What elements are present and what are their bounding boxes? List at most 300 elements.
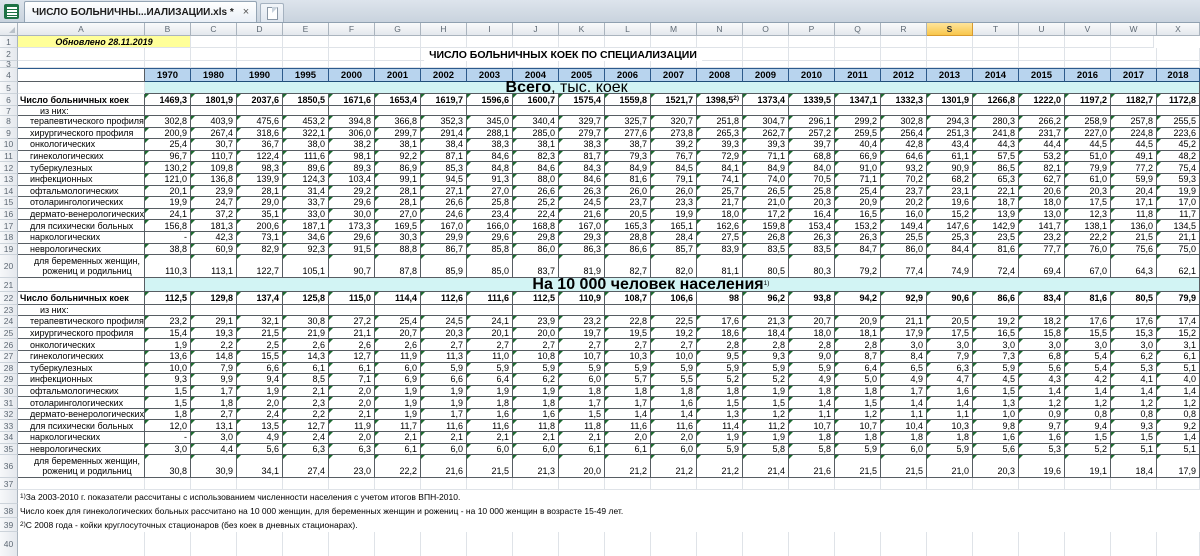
cell[interactable]: 27,5 — [697, 232, 743, 244]
cell[interactable]: 1,4 — [1111, 386, 1157, 398]
cell[interactable]: 1,6 — [973, 432, 1019, 444]
cell[interactable]: 2,7 — [559, 339, 605, 351]
cell[interactable]: 2,2 — [283, 409, 329, 421]
cell[interactable]: 1,6 — [651, 397, 697, 409]
row-header[interactable] — [0, 490, 18, 504]
cell[interactable]: 17,4 — [1157, 316, 1200, 328]
cell[interactable]: 1,9 — [421, 386, 467, 398]
cell[interactable]: 1,9 — [513, 386, 559, 398]
cell[interactable]: 9,9 — [191, 374, 237, 386]
row-header[interactable]: 16 — [0, 209, 18, 221]
cell[interactable] — [237, 106, 283, 116]
cell[interactable]: 3,0 — [1019, 339, 1065, 351]
cell[interactable]: 45,2 — [1157, 139, 1200, 151]
year-header-cell[interactable]: 2004 — [513, 68, 559, 82]
cell[interactable]: 5,9 — [697, 363, 743, 375]
cell[interactable]: 91,0 — [835, 162, 881, 174]
cell[interactable] — [375, 305, 421, 316]
column-header[interactable]: V — [1065, 23, 1111, 36]
cell[interactable]: 20,7 — [789, 316, 835, 328]
cell[interactable]: 2,1 — [513, 432, 559, 444]
cell[interactable]: 25,7 — [697, 186, 743, 198]
cell[interactable]: 166,0 — [467, 220, 513, 232]
cell[interactable]: 1182,7 — [1111, 94, 1157, 106]
cell[interactable]: 29,6 — [467, 232, 513, 244]
cell[interactable]: 6,1 — [605, 444, 651, 456]
row-header[interactable]: 7 — [0, 106, 18, 116]
cell[interactable]: 318,6 — [237, 128, 283, 140]
cell[interactable] — [283, 106, 329, 116]
cell[interactable]: 26,0 — [651, 186, 697, 198]
cell[interactable]: 1339,5 — [789, 94, 835, 106]
cell[interactable]: 33,0 — [283, 209, 329, 221]
cell[interactable]: 262,7 — [743, 128, 789, 140]
cell[interactable]: 2,7 — [605, 339, 651, 351]
year-header-cell[interactable]: 2008 — [697, 68, 743, 82]
cell[interactable] — [559, 478, 605, 490]
cell[interactable]: 91,5 — [329, 244, 375, 256]
cell[interactable] — [651, 36, 697, 48]
cell[interactable]: 11,6 — [421, 420, 467, 432]
row-label-cell[interactable]: офтальмологических — [18, 386, 145, 398]
cell[interactable]: 23,2 — [1019, 232, 1065, 244]
cell[interactable] — [329, 48, 375, 61]
cell[interactable]: 26,3 — [789, 232, 835, 244]
column-header[interactable]: C — [191, 23, 237, 36]
cell[interactable]: 19,6 — [1019, 455, 1065, 478]
cell[interactable]: 112,6 — [421, 292, 467, 305]
cell[interactable] — [881, 106, 927, 116]
cell[interactable]: 403,9 — [191, 116, 237, 128]
cell[interactable]: 6,4 — [467, 374, 513, 386]
cell[interactable]: 13,5 — [237, 420, 283, 432]
cell[interactable]: 1,9 — [375, 409, 421, 421]
cell[interactable]: 2,0 — [329, 386, 375, 398]
cell[interactable]: 29,2 — [329, 186, 375, 198]
cell[interactable]: 21,9 — [283, 328, 329, 340]
cell[interactable]: 17,5 — [927, 328, 973, 340]
cell[interactable]: 20,0 — [559, 455, 605, 478]
cell[interactable]: 223,6 — [1157, 128, 1200, 140]
cell[interactable] — [697, 532, 743, 556]
cell[interactable]: 26,0 — [605, 186, 651, 198]
cell[interactable]: 1301,9 — [927, 94, 973, 106]
cell[interactable]: 21,5 — [467, 455, 513, 478]
cell[interactable]: 1172,8 — [1157, 94, 1200, 106]
cell[interactable]: 1596,6 — [467, 94, 513, 106]
cell[interactable]: 149,4 — [881, 220, 927, 232]
cell[interactable] — [237, 48, 283, 61]
row-label-cell[interactable]: туберкулезных — [18, 363, 145, 375]
cell[interactable]: 6,0 — [375, 363, 421, 375]
cell[interactable]: 84,5 — [651, 162, 697, 174]
cell[interactable]: 6,2 — [513, 374, 559, 386]
row-header[interactable]: 17 — [0, 220, 18, 232]
cell[interactable] — [835, 305, 881, 316]
cell[interactable]: 3,1 — [1157, 339, 1200, 351]
cell[interactable]: 84,1 — [697, 162, 743, 174]
cell[interactable]: 10,7 — [559, 351, 605, 363]
cell[interactable] — [743, 36, 789, 48]
cell[interactable] — [789, 48, 835, 61]
cell[interactable]: 48,2 — [1157, 151, 1200, 163]
cell[interactable]: 5,8 — [743, 444, 789, 456]
cell[interactable]: 1,9 — [375, 386, 421, 398]
cell[interactable]: 5,6 — [973, 444, 1019, 456]
year-header-cell[interactable]: 2011 — [835, 68, 881, 82]
cell[interactable]: 1,3 — [697, 409, 743, 421]
cell[interactable]: 24,6 — [421, 209, 467, 221]
cell[interactable]: 12,3 — [1065, 209, 1111, 221]
cell[interactable]: 0,8 — [1111, 409, 1157, 421]
cell[interactable]: 24,7 — [191, 197, 237, 209]
cell[interactable] — [973, 106, 1019, 116]
cell[interactable]: 44,3 — [973, 139, 1019, 151]
cell[interactable]: 25,2 — [513, 197, 559, 209]
cell[interactable]: 84,7 — [835, 244, 881, 256]
cell[interactable]: 137,4 — [237, 292, 283, 305]
cell[interactable]: 38,3 — [467, 139, 513, 151]
year-header-cell[interactable]: 2005 — [559, 68, 605, 82]
row-label-cell[interactable]: онкологических — [18, 339, 145, 351]
cell[interactable]: 1,8 — [789, 432, 835, 444]
row-header[interactable]: 3 — [0, 61, 18, 68]
cell[interactable]: 15,8 — [1019, 328, 1065, 340]
cell[interactable]: 159,8 — [743, 220, 789, 232]
cell[interactable]: 28,1 — [237, 186, 283, 198]
cell[interactable] — [18, 48, 145, 61]
cell[interactable] — [927, 61, 973, 68]
cell[interactable]: 302,8 — [145, 116, 191, 128]
cell[interactable]: 69,4 — [1019, 255, 1065, 278]
cell[interactable] — [973, 478, 1019, 490]
cell[interactable] — [789, 36, 835, 48]
cell[interactable]: 20,1 — [145, 186, 191, 198]
cell[interactable]: 25,4 — [835, 186, 881, 198]
cell[interactable] — [1065, 305, 1111, 316]
cell[interactable]: 1,4 — [789, 397, 835, 409]
cell[interactable] — [881, 48, 927, 61]
cell[interactable]: 153,4 — [789, 220, 835, 232]
cell[interactable]: 73,1 — [237, 232, 283, 244]
cell[interactable]: 299,7 — [375, 128, 421, 140]
cell[interactable] — [329, 532, 375, 556]
cell[interactable]: 23,4 — [467, 209, 513, 221]
cell[interactable]: 2,0 — [605, 432, 651, 444]
cell[interactable] — [191, 305, 237, 316]
cell[interactable]: 256,4 — [881, 128, 927, 140]
row-header[interactable]: 29 — [0, 374, 18, 386]
cell[interactable]: 4,1 — [1111, 374, 1157, 386]
cell[interactable]: 98,1 — [329, 151, 375, 163]
cell[interactable] — [145, 305, 191, 316]
cell[interactable]: 60,9 — [191, 244, 237, 256]
cell[interactable] — [1111, 106, 1157, 116]
cell[interactable]: 27,0 — [467, 186, 513, 198]
cell[interactable]: 15,4 — [145, 328, 191, 340]
cell[interactable]: 3,0 — [1111, 339, 1157, 351]
cell[interactable]: 1,9 — [743, 386, 789, 398]
cell[interactable] — [973, 36, 1019, 48]
cell[interactable]: 1,8 — [513, 397, 559, 409]
cell[interactable]: 27,4 — [283, 455, 329, 478]
row-label-cell[interactable]: для беременных женщин, рожениц и родильниц — [18, 255, 145, 278]
cell[interactable]: 1,9 — [237, 386, 283, 398]
cell[interactable]: 20,5 — [927, 316, 973, 328]
cell[interactable]: 23,9 — [191, 186, 237, 198]
cell[interactable]: 1,1 — [789, 409, 835, 421]
cell[interactable] — [927, 478, 973, 490]
cell[interactable]: 17,2 — [743, 209, 789, 221]
row-header[interactable]: 12 — [0, 162, 18, 174]
cell[interactable] — [513, 106, 559, 116]
cell[interactable]: 10,0 — [145, 363, 191, 375]
year-header-cell[interactable]: 2013 — [927, 68, 973, 82]
cell[interactable]: 17,6 — [1111, 316, 1157, 328]
cell[interactable] — [145, 48, 191, 61]
row-label-cell[interactable]: для беременных женщин, рожениц и родильниц — [18, 455, 145, 478]
column-header[interactable]: M — [651, 23, 697, 36]
row-header[interactable]: 1 — [0, 36, 18, 48]
cell[interactable]: 6,0 — [559, 374, 605, 386]
cell[interactable]: 89,6 — [283, 162, 329, 174]
cell[interactable]: 366,8 — [375, 116, 421, 128]
cell[interactable]: 20,2 — [881, 197, 927, 209]
cell[interactable]: 6,2 — [1111, 351, 1157, 363]
row-label-cell[interactable]: неврологических — [18, 244, 145, 256]
cell[interactable] — [789, 305, 835, 316]
cell[interactable]: 21,3 — [743, 316, 789, 328]
row-header[interactable]: 5 — [0, 82, 18, 94]
cell[interactable]: 94,2 — [835, 292, 881, 305]
cell[interactable]: 83,9 — [697, 244, 743, 256]
cell[interactable]: 10,8 — [513, 351, 559, 363]
cell[interactable]: 13,9 — [973, 209, 1019, 221]
cell[interactable]: 59,9 — [1111, 174, 1157, 186]
cell[interactable]: 79,1 — [651, 174, 697, 186]
cell[interactable]: 84,4 — [927, 244, 973, 256]
cell[interactable] — [421, 532, 467, 556]
row-header[interactable]: 10 — [0, 139, 18, 151]
cell[interactable] — [1157, 305, 1200, 316]
cell[interactable]: 165,3 — [605, 220, 651, 232]
row-header[interactable]: 18 — [0, 232, 18, 244]
cell[interactable] — [651, 478, 697, 490]
cell[interactable]: 17,5 — [1065, 197, 1111, 209]
cell[interactable]: 10,4 — [881, 420, 927, 432]
cell[interactable] — [835, 532, 881, 556]
cell[interactable]: 19,9 — [1157, 186, 1200, 198]
row-header[interactable]: 31 — [0, 397, 18, 409]
cell[interactable]: 25,5 — [881, 232, 927, 244]
cell[interactable]: 74,1 — [697, 174, 743, 186]
cell[interactable]: 98 — [697, 292, 743, 305]
cell[interactable]: 11,9 — [329, 420, 375, 432]
cell[interactable]: 5,6 — [237, 444, 283, 456]
cell[interactable]: 30,0 — [329, 209, 375, 221]
cell[interactable]: 29,0 — [237, 197, 283, 209]
cell[interactable]: 4,5 — [973, 374, 1019, 386]
row-header[interactable]: 33 — [0, 420, 18, 432]
cell[interactable]: 21,6 — [559, 209, 605, 221]
cell[interactable] — [697, 478, 743, 490]
row-label-cell[interactable]: для психически больных — [18, 420, 145, 432]
cell[interactable]: 6,1 — [283, 363, 329, 375]
cell[interactable]: 129,8 — [191, 292, 237, 305]
row-header[interactable]: 35 — [0, 444, 18, 456]
cell[interactable]: 165,1 — [651, 220, 697, 232]
cell[interactable]: 5,0 — [835, 374, 881, 386]
cell[interactable]: 81,6 — [605, 174, 651, 186]
cell[interactable]: 0,8 — [1065, 409, 1111, 421]
cell[interactable] — [375, 532, 421, 556]
cell[interactable]: 83,5 — [789, 244, 835, 256]
row-label-cell[interactable]: дермато-венерологических — [18, 209, 145, 221]
cell[interactable]: 20,9 — [835, 197, 881, 209]
cell[interactable]: 5,2 — [743, 374, 789, 386]
cell[interactable]: 85,8 — [467, 244, 513, 256]
row-header[interactable]: 34 — [0, 432, 18, 444]
cell[interactable]: 79,2 — [835, 255, 881, 278]
cell[interactable]: 1,9 — [697, 432, 743, 444]
cell[interactable]: 37,2 — [191, 209, 237, 221]
cell[interactable]: 11,9 — [375, 351, 421, 363]
section-band[interactable] — [145, 275, 1200, 293]
cell[interactable]: 167,0 — [421, 220, 467, 232]
cell[interactable]: 115,0 — [329, 292, 375, 305]
year-header-cell[interactable]: 1990 — [237, 68, 283, 82]
cell[interactable]: 1,9 — [375, 397, 421, 409]
cell[interactable]: 1,5 — [559, 409, 605, 421]
cell[interactable]: 15,5 — [237, 351, 283, 363]
cell[interactable] — [513, 478, 559, 490]
cell[interactable]: 38,4 — [421, 139, 467, 151]
row-header[interactable]: 14 — [0, 186, 18, 198]
column-header[interactable]: O — [743, 23, 789, 36]
cell[interactable]: 320,7 — [651, 116, 697, 128]
cell[interactable]: 1,5 — [145, 386, 191, 398]
cell[interactable] — [927, 106, 973, 116]
cell[interactable]: 39,2 — [651, 139, 697, 151]
cell[interactable]: 10,0 — [651, 351, 697, 363]
cell[interactable]: 75,0 — [1157, 244, 1200, 256]
cell[interactable]: 9,7 — [1019, 420, 1065, 432]
row-label-cell[interactable]: терапевтического профиля — [18, 316, 145, 328]
cell[interactable]: 24,5 — [559, 197, 605, 209]
cell[interactable] — [1157, 532, 1200, 556]
cell[interactable]: 257,8 — [1111, 116, 1157, 128]
cell[interactable] — [1157, 61, 1200, 68]
cell[interactable]: 1,7 — [881, 386, 927, 398]
cell[interactable]: 82,1 — [1019, 162, 1065, 174]
row-header[interactable]: 40 — [0, 532, 18, 556]
cell[interactable]: 64,6 — [881, 151, 927, 163]
cell[interactable] — [421, 106, 467, 116]
cell[interactable]: 121,0 — [145, 174, 191, 186]
cell[interactable]: 1,8 — [145, 409, 191, 421]
cell[interactable]: 1398,5 2) — [697, 94, 743, 106]
cell[interactable]: 80,5 — [1111, 292, 1157, 305]
cell[interactable] — [1111, 48, 1157, 61]
cell[interactable]: 6,9 — [375, 374, 421, 386]
cell[interactable]: 88,0 — [513, 174, 559, 186]
cell[interactable]: 139,9 — [237, 174, 283, 186]
row-header[interactable]: 9 — [0, 128, 18, 140]
row-label-cell[interactable]: из них: — [18, 106, 145, 116]
cell[interactable] — [237, 478, 283, 490]
cell[interactable]: 20,5 — [605, 209, 651, 221]
cell[interactable]: 1,4 — [927, 397, 973, 409]
cell[interactable] — [283, 61, 329, 68]
cell[interactable] — [1065, 106, 1111, 116]
cell[interactable]: 258,9 — [1065, 116, 1111, 128]
cell[interactable] — [605, 478, 651, 490]
cell[interactable]: 20,7 — [375, 328, 421, 340]
cell[interactable]: 106,6 — [651, 292, 697, 305]
cell[interactable]: 21,0 — [927, 455, 973, 478]
cell[interactable] — [1065, 478, 1111, 490]
cell[interactable] — [605, 36, 651, 48]
cell[interactable]: 1,7 — [559, 397, 605, 409]
cell[interactable]: 62,7 — [1019, 174, 1065, 186]
cell[interactable]: 187,1 — [283, 220, 329, 232]
year-header-cell[interactable]: 2009 — [743, 68, 789, 82]
cell[interactable]: 2,1 — [329, 409, 375, 421]
cell[interactable]: 94,5 — [421, 174, 467, 186]
cell[interactable]: 1,8 — [789, 386, 835, 398]
year-header-cell[interactable]: 2017 — [1111, 68, 1157, 82]
cell[interactable]: 83,5 — [743, 244, 789, 256]
cell[interactable]: 30,7 — [191, 139, 237, 151]
column-header[interactable]: J — [513, 23, 559, 36]
cell[interactable]: 29,3 — [559, 232, 605, 244]
cell[interactable]: 16,4 — [789, 209, 835, 221]
cell[interactable] — [467, 532, 513, 556]
cell[interactable]: 306,0 — [329, 128, 375, 140]
cell[interactable]: 18,6 — [697, 328, 743, 340]
cell[interactable]: 5,2 — [697, 374, 743, 386]
cell[interactable]: 59,3 — [1157, 174, 1200, 186]
cell[interactable] — [1111, 61, 1157, 68]
cell[interactable]: 12,0 — [145, 420, 191, 432]
cell[interactable]: 394,8 — [329, 116, 375, 128]
cell[interactable]: 65,3 — [973, 174, 1019, 186]
cell[interactable]: 1,2 — [1111, 397, 1157, 409]
cell[interactable]: 12,7 — [283, 420, 329, 432]
cell[interactable]: 167,0 — [559, 220, 605, 232]
year-header-cell[interactable]: 2016 — [1065, 68, 1111, 82]
row-label-cell[interactable]: Число больничных коек — [18, 292, 145, 305]
cell[interactable]: 5,9 — [927, 444, 973, 456]
column-header[interactable]: Q — [835, 23, 881, 36]
cell[interactable]: 1,1 — [881, 409, 927, 421]
cell[interactable]: 1,5 — [835, 397, 881, 409]
cell[interactable]: 2,2 — [191, 339, 237, 351]
row-label-cell[interactable]: наркологических — [18, 432, 145, 444]
cell[interactable] — [467, 106, 513, 116]
row-label-cell[interactable]: онкологических — [18, 139, 145, 151]
cell[interactable]: 17,6 — [697, 316, 743, 328]
cell[interactable]: 4,9 — [237, 432, 283, 444]
cell[interactable]: 11,7 — [375, 420, 421, 432]
cell[interactable] — [329, 305, 375, 316]
cell[interactable]: 85,3 — [421, 162, 467, 174]
cell[interactable]: 18,0 — [1019, 197, 1065, 209]
cell[interactable]: 1,0 — [973, 409, 1019, 421]
cell[interactable] — [973, 305, 1019, 316]
cell[interactable]: 141,7 — [1019, 220, 1065, 232]
cell[interactable] — [743, 532, 789, 556]
